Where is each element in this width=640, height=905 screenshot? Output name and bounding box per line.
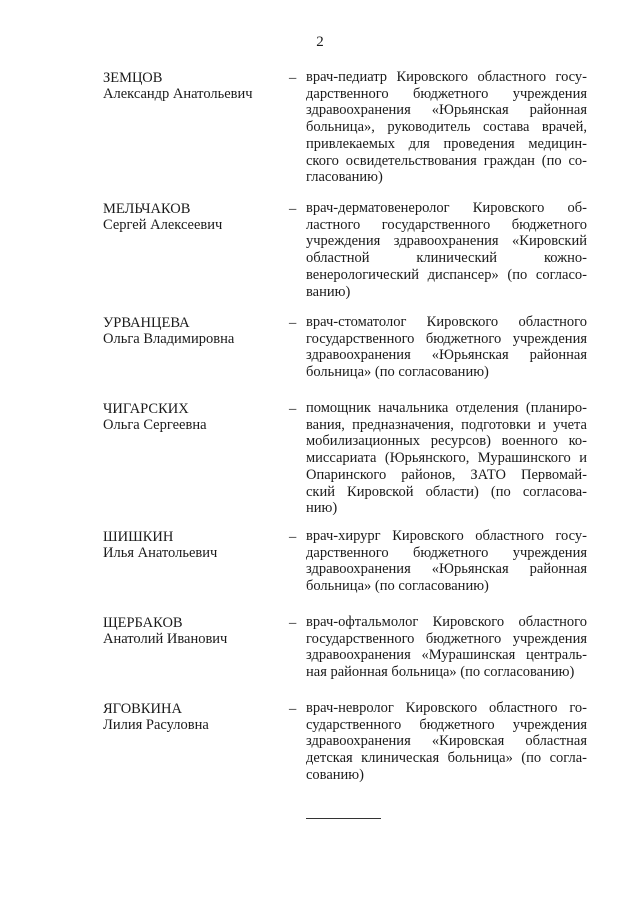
member-surname: ЗЕМЦОВ [103,70,163,86]
dash-separator: – [289,201,297,217]
description-line: здравоохранения «Кировская областная [306,733,587,750]
description-line: здравоохранения «Юрьянская районная [306,102,587,119]
member-position-description [306,528,587,595]
description-line: здравоохранения «Юрьянская районная [306,561,587,578]
member-given-names: Сергей Алексеевич [103,217,223,233]
description-line: мобилизационных ресурсов) военного ко- [306,433,587,450]
dash-separator: – [289,70,297,86]
description-line: помощник начальника отделения (планиро- [306,400,587,416]
description-line: врач-педиатр Кировского областного госу- [306,69,587,85]
dash-separator: – [289,615,297,631]
description-line: привлекаемых для проведения медицин- [306,135,587,152]
description-line: гласованию) [306,169,383,186]
description-line: ная районная больница» (по согласованию) [306,664,575,681]
description-line: венерологический диспансер» (по согласо- [306,266,587,283]
description-line: учреждения здравоохранения «Кировский [306,233,587,250]
member-name [103,201,288,233]
member-position-description [306,700,587,784]
description-line: ластного государственного бюджетного [306,216,587,233]
member-surname: ЩЕРБАКОВ [103,615,183,631]
member-given-names: Илья Анатольевич [103,545,218,561]
description-line: больница», руководитель состава врачей, [306,119,587,136]
description-line: больница» (по согласованию) [306,364,489,381]
description-line: дарственного бюджетного учреждения [306,544,587,561]
dash-separator: – [289,701,297,717]
member-given-names: Анатолий Иванович [103,631,228,647]
member-name [103,529,288,561]
member-position-description [306,614,587,681]
description-line: здравоохранения «Мурашинская централь- [306,647,587,664]
description-line: врач-офтальмолог Кировского областного [306,614,587,630]
description-line: сударственного бюджетного учреждения [306,716,587,733]
member-position-description [306,400,587,517]
member-given-names: Ольга Владимировна [103,331,235,347]
description-line: миссариата (Юрьянского, Мурашинского и [306,450,587,467]
description-line: ванию) [306,283,351,300]
description-line: ского освидетельствования граждан (по со- [306,152,587,169]
description-line: нию) [306,500,338,517]
member-surname: УРВАНЦЕВА [103,315,190,331]
description-line: государственного бюджетного учреждения [306,330,587,347]
description-line: врач-хирург Кировского областного госу- [306,528,587,544]
member-name [103,315,288,347]
description-line: врач-стоматолог Кировского областного [306,314,587,330]
end-separator-line [306,818,381,819]
description-line: детская клиническая больница» (по согла- [306,750,587,767]
description-line: дарственного бюджетного учреждения [306,85,587,102]
member-position-description [306,314,587,381]
description-line: врач-дерматовенеролог Кировского об- [306,200,587,216]
member-surname: ШИШКИН [103,529,174,545]
dash-separator: – [289,401,297,417]
member-name [103,615,288,647]
member-given-names: Александр Анатольевич [103,86,253,102]
description-line: сованию) [306,766,364,783]
description-line: Опаринского районов, ЗАТО Первомай- [306,466,587,483]
description-line: областной клинический кожно- [306,250,587,267]
member-name [103,401,288,433]
member-surname: ЧИГАРСКИХ [103,401,189,417]
description-line: вания, предназначения, подготовки и учета [306,416,587,433]
description-line: ский Кировской области) (по согласова- [306,483,587,500]
description-line: больница» (по согласованию) [306,578,489,595]
member-given-names: Лилия Расуловна [103,717,209,733]
member-surname: МЕЛЬЧАКОВ [103,201,191,217]
member-surname: ЯГОВКИНА [103,701,182,717]
description-line: врач-невролог Кировского областного го- [306,700,587,716]
member-given-names: Ольга Сергеевна [103,417,207,433]
member-name [103,70,288,102]
member-position-description [306,200,587,300]
member-name [103,701,288,733]
description-line: здравоохранения «Юрьянская районная [306,347,587,364]
description-line: государственного бюджетного учреждения [306,630,587,647]
page-number: 2 [316,34,324,50]
member-position-description [306,69,587,186]
dash-separator: – [289,315,297,331]
dash-separator: – [289,529,297,545]
